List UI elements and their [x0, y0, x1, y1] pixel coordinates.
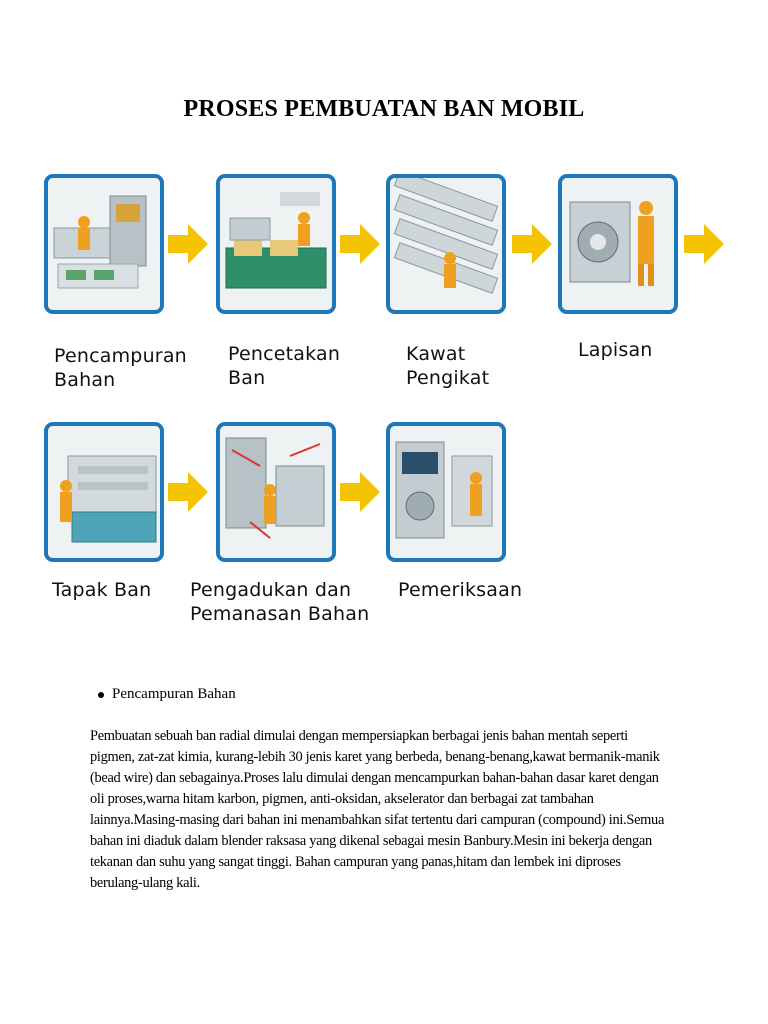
step-2-image	[216, 174, 336, 314]
step-1-image	[44, 174, 164, 314]
step-7-label: Pemeriksaan	[398, 579, 523, 601]
bullet-icon	[98, 692, 104, 698]
inspection-station-illustration	[390, 426, 502, 558]
arrow-icon	[512, 222, 552, 266]
step-1-label: Pencampuran Bahan	[54, 345, 187, 391]
step-6-image	[216, 422, 336, 562]
step-6-label: Pengadukan dan Pemanasan Bahan	[190, 579, 370, 625]
section-heading	[112, 686, 236, 703]
tread-table-illustration	[48, 426, 160, 558]
step-4-image	[558, 174, 678, 314]
step-5-label: Tapak Ban	[52, 579, 152, 601]
arrow-icon	[340, 222, 380, 266]
mixing-machine-illustration	[48, 178, 160, 310]
molding-table-illustration	[220, 178, 332, 310]
body-paragraph: Pembuatan sebuah ban radial dimulai dengan mempersiapkan berbagai jenis bahan mentah seperti pigmen, zat-zat kimia, kurang-lebih 30 jenis karet yang berbeda, benang-benang,kawat bermanik-manik (bead wire) dan sebagainya.Proses lalu dimulai dengan mencampurkan bahan-bahan dasar karet dengan oli proses,warna hitam karbon, pigmen, anti-oksidan, akselerator dan berbagai zat tambahan lainnya.Masing-masing dari bahan ini menambahkan sifat tertentu dari campuran (compound) ini.Semua bahan ini diaduk dalam blender raksasa yang dikenal sebagai mesin Banbury.Mesin ini bekerja dengan tekanan dan suhu yang sangat tinggi. Bahan campuran yang panas,hitam dan lembek ini diproses berulang-ulang kali.	[90, 728, 665, 891]
heating-press-illustration	[220, 426, 332, 558]
section-heading-text: Pencampuran Bahan	[112, 686, 236, 702]
step-3-image	[386, 174, 506, 314]
wire-rollers-illustration	[390, 178, 502, 310]
step-3-label: Kawat Pengikat	[406, 343, 490, 389]
arrow-icon	[168, 222, 208, 266]
layering-machine-illustration	[562, 178, 674, 310]
arrow-icon	[168, 470, 208, 514]
step-4-label: Lapisan	[578, 339, 653, 361]
arrow-icon	[684, 222, 724, 266]
step-2-label: Pencetakan Ban	[228, 343, 341, 389]
arrow-icon	[340, 470, 380, 514]
page-title: PROSES PEMBUATAN BAN MOBIL	[183, 96, 585, 122]
step-7-image	[386, 422, 506, 562]
step-5-image	[44, 422, 164, 562]
